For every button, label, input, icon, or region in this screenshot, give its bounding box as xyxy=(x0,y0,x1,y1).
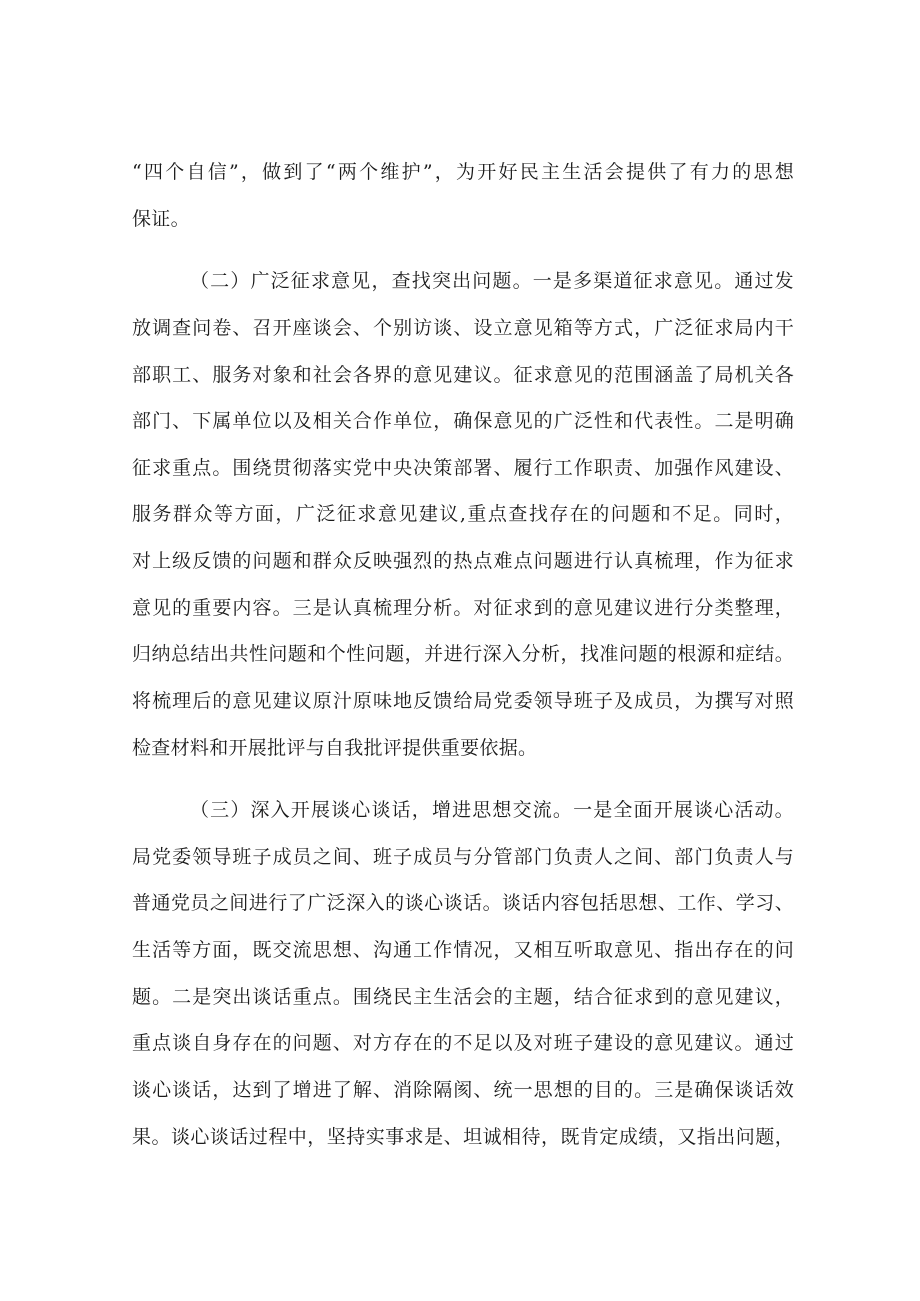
text-line: 生活等方面，既交流思想、沟通工作情况，又相互听取意见、指出存在的问 xyxy=(132,939,794,961)
text-line: 普通党员之间进行了广泛深入的谈心谈话。谈话内容包括思想、工作、学习、 xyxy=(132,892,794,914)
text-line: 服务群众等方面，广泛征求意见建议,重点查找存在的问题和不足。同时， xyxy=(132,503,794,525)
text-line: 果。谈心谈话过程中，坚持实事求是、坦诚相待，既肯定成绩，又指出问题， xyxy=(132,1126,794,1148)
text-line: （二）广泛征求意见，查找突出问题。一是多渠道征求意见。通过发 xyxy=(190,270,794,292)
text-line: 部门、下属单位以及相关合作单位，确保意见的广泛性和代表性。二是明确 xyxy=(132,410,794,432)
text-line: 将梳理后的意见建议原汁原味地反馈给局党委领导班子及成员，为撰写对照 xyxy=(132,690,794,712)
text-line: 题。二是突出谈话重点。围绕民主生活会的主题，结合征求到的意见建议， xyxy=(132,986,794,1008)
text-line: 意见的重要内容。三是认真梳理分析。对征求到的意见建议进行分类整理， xyxy=(132,597,794,619)
text-line: 重点谈自身存在的问题、对方存在的不足以及对班子建设的意见建议。通过 xyxy=(132,1032,794,1054)
text-line: （三）深入开展谈心谈话，增进思想交流。一是全面开展谈心活动。 xyxy=(190,799,794,821)
text-line: 部职工、服务对象和社会各界的意见建议。征求意见的范围涵盖了局机关各 xyxy=(132,364,794,386)
text-line: 保证。 xyxy=(132,208,190,230)
text-line: 放调查问卷、召开座谈会、个别访谈、设立意见箱等方式，广泛征求局内干 xyxy=(132,317,794,339)
text-line: 检查材料和开展批评与自我批评提供重要依据。 xyxy=(132,737,538,759)
text-line: 征求重点。围绕贯彻落实党中央决策部署、履行工作职责、加强作风建设、 xyxy=(132,457,794,479)
text-line: 对上级反馈的问题和群众反映强烈的热点难点问题进行认真梳理，作为征求 xyxy=(132,550,794,572)
text-line: “四个自信”，做到了“两个维护”，为开好民主生活会提供了有力的思想 xyxy=(132,161,794,183)
text-line: 归纳总结出共性问题和个性问题，并进行深入分析，找准问题的根源和症结。 xyxy=(132,643,794,665)
text-line: 谈心谈话，达到了增进了解、消除隔阂、统一思想的目的。三是确保谈话效 xyxy=(132,1079,794,1101)
text-line: 局党委领导班子成员之间、班子成员与分管部门负责人之间、部门负责人与 xyxy=(132,846,794,868)
